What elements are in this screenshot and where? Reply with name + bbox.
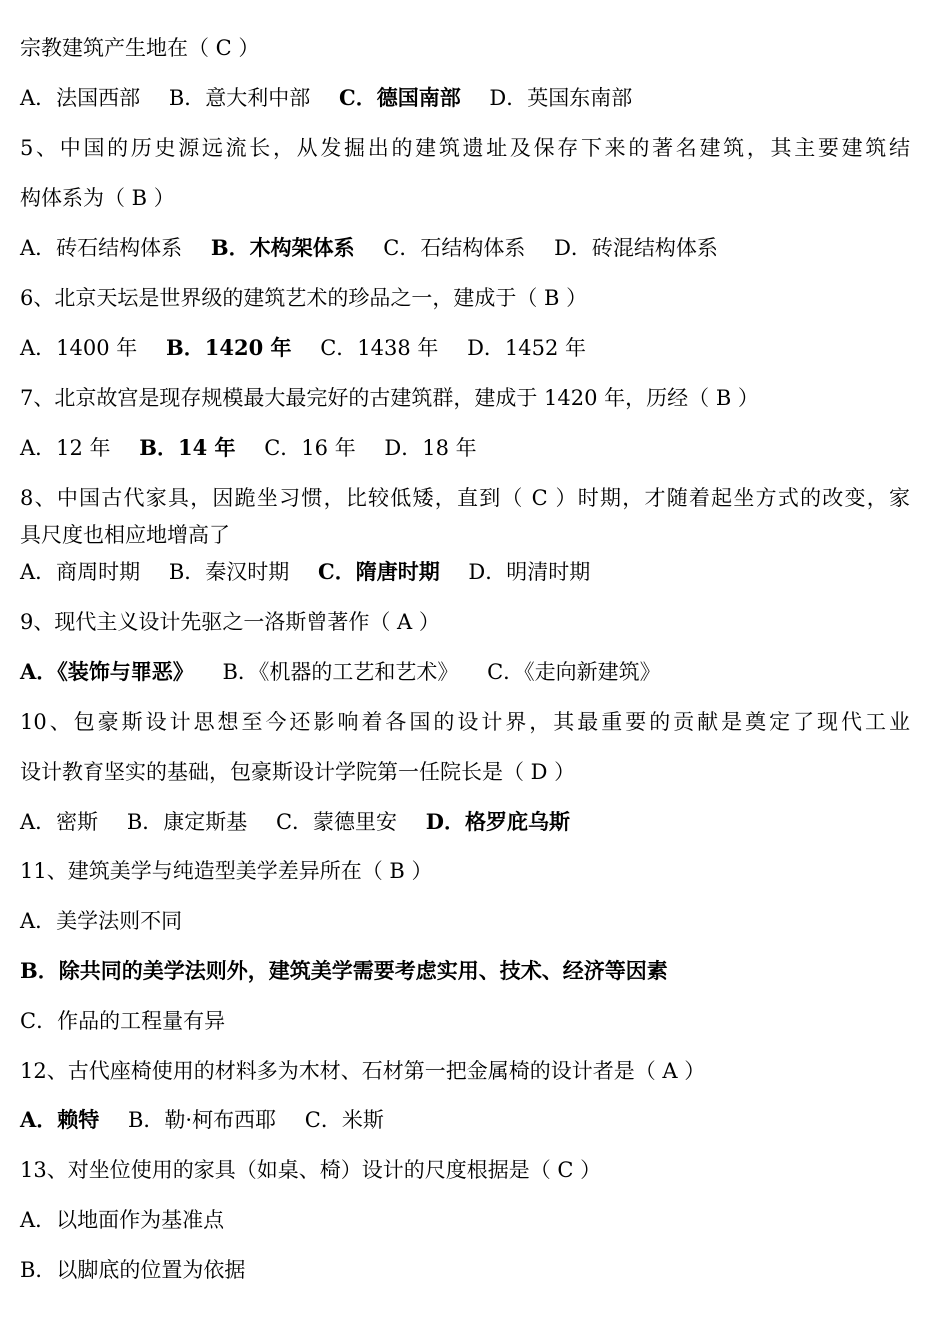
option-c: C．16 年 [264, 436, 356, 460]
option-c: C．米斯 [304, 1108, 384, 1132]
option-d: D．18 年 [384, 436, 477, 460]
option-d: D．明清时期 [468, 560, 591, 584]
question-8-stem-line-1: 8、中国古代家具，因跪坐习惯，比较低矮，直到（ C ）时期，才随着起坐方式的改变，家 [20, 486, 910, 510]
question-11-option-b-answer: B．除共同的美学法则外，建筑美学需要考虑实用、技术、经济等因素 [20, 958, 668, 983]
option-b-answer: B．木构架体系 [210, 235, 355, 260]
option-c-answer: C．德国南部 [338, 85, 461, 110]
option-a: A．法国西部 [20, 86, 141, 110]
option-d: D．砖混结构体系 [554, 236, 718, 260]
option-a: A．12 年 [20, 436, 111, 460]
question-10-stem-line-1: 10、包豪斯设计思想至今还影响着各国的设计界，其最重要的贡献是奠定了现代工业 [20, 710, 910, 734]
option-c: C．石结构体系 [383, 236, 526, 260]
option-a-answer: A．赖特 [20, 1107, 100, 1132]
option-a: A．砖石结构体系 [20, 236, 183, 260]
question-11-option-c: C．作品的工程量有异 [20, 1009, 226, 1033]
question-13-option-b: B．以脚底的位置为依据 [20, 1258, 246, 1282]
option-a: A．密斯 [20, 810, 99, 834]
option-a-answer: A．《装饰与罪恶》 [20, 659, 194, 684]
option-c: C．《走向新建筑》 [487, 660, 661, 684]
question-11-stem: 11、建筑美学与纯造型美学差异所在（ B ） [20, 859, 433, 883]
option-a: A．1400 年 [20, 336, 138, 360]
question-12-options [20, 1106, 910, 1134]
option-a: A．商周时期 [20, 560, 141, 584]
option-c-answer: C．隋唐时期 [317, 559, 440, 584]
question-10-stem-line-2: 设计教育坚实的基础，包豪斯设计学院第一任院长是（ D ） [20, 760, 576, 784]
question-9-options [20, 658, 910, 686]
question-11-option-a: A．美学法则不同 [20, 909, 183, 933]
question-6-stem: 6、北京天坛是世界级的建筑艺术的珍品之一，建成于（ B ） [20, 286, 588, 310]
question-5-stem-line-1: 5、中国的历史源远流长，从发掘出的建筑遗址及保存下来的著名建筑，其主要建筑结 [20, 136, 910, 160]
option-d: D．1452 年 [467, 336, 587, 360]
question-13-stem: 13、对坐位使用的家具（如桌、椅）设计的尺度根据是（ C ） [20, 1158, 602, 1182]
option-d-answer: D．格罗庇乌斯 [425, 809, 570, 834]
question-8-options [20, 558, 910, 586]
question-5-stem-line-2: 构体系为（ B ） [20, 186, 175, 210]
question-4-options [20, 84, 910, 112]
option-b: B．《机器的工艺和艺术》 [222, 660, 459, 684]
option-c: C．蒙德里安 [275, 810, 398, 834]
question-13-option-a: A．以地面作为基准点 [20, 1208, 225, 1232]
question-7-stem: 7、北京故宫是现存规模最大最完好的古建筑群，建成于 1420 年，历经（ B ） [20, 386, 759, 410]
option-b-answer: B．1420 年 [165, 335, 292, 360]
question-10-options [20, 808, 910, 836]
option-b: B．秦汉时期 [168, 560, 290, 584]
question-7-options [20, 434, 910, 462]
option-b: B．康定斯基 [126, 810, 248, 834]
question-5-options [20, 234, 910, 262]
question-6-options [20, 334, 910, 362]
question-12-stem: 12、古代座椅使用的材料多为木材、石材第一把金属椅的设计者是（ A ） [20, 1059, 706, 1083]
option-b-answer: B．14 年 [139, 435, 236, 460]
option-d: D．英国东南部 [489, 86, 633, 110]
question-9-stem: 9、现代主义设计先驱之一洛斯曾著作（ A ） [20, 610, 440, 634]
option-c: C．1438 年 [320, 336, 439, 360]
option-b: B．意大利中部 [168, 86, 311, 110]
option-b: B．勒·柯布西耶 [127, 1108, 277, 1132]
question-4-stem: 宗教建筑产生地在（ C ） [20, 36, 260, 60]
question-8-stem-line-2: 具尺度也相应地增高了 [20, 523, 230, 547]
